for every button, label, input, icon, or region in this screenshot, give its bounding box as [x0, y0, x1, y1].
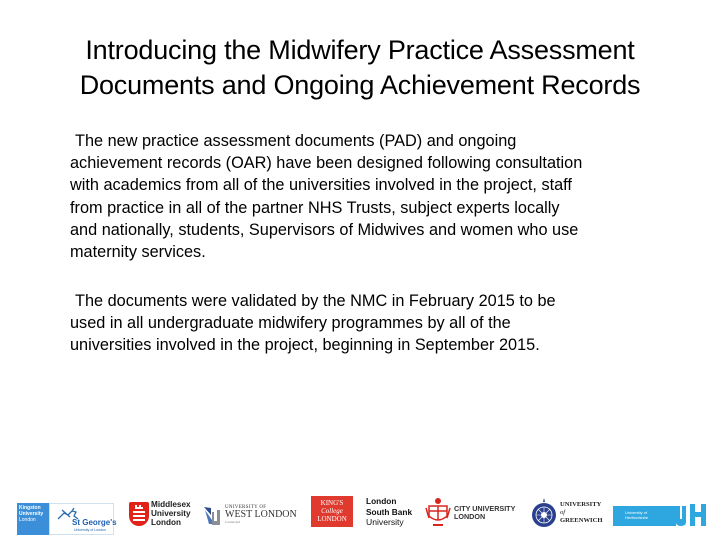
- paragraph-consultation: [70, 130, 670, 263]
- paragraph-validation: [70, 290, 670, 357]
- uwl-mark-icon: [203, 506, 223, 526]
- logo-text: LONDON: [454, 512, 486, 522]
- logo-text: University: [19, 511, 44, 517]
- text-line: and nationally, students, Supervisors of Midwives and women who use: [70, 220, 579, 239]
- logo-text: CITY UNIVERSITY: [454, 504, 516, 513]
- text-line: The new practice assessment documents (PAD) and ongoing: [75, 132, 517, 150]
- partner-logo-strip: [0, 488, 720, 536]
- text-line: used in all undergraduate midwifery programmes by all of the: [70, 314, 511, 333]
- text-line: with academics from all of the universities involved in the project, staff: [70, 176, 572, 195]
- logo-text: Hertfordshire: [625, 515, 649, 520]
- logo-text: College: [321, 507, 343, 515]
- title-line: Documents and Ongoing Achievement Records: [79, 70, 641, 100]
- logo-text: St George's: [72, 518, 117, 527]
- logo-text: London: [151, 517, 182, 527]
- logo-text: University: [151, 508, 191, 518]
- logo-text: GREENWICH: [560, 517, 603, 524]
- uh-letter-h-icon: [690, 500, 706, 526]
- logo-text: of: [560, 509, 566, 516]
- middlesex-shield-icon: [129, 502, 149, 526]
- text-line: from practice in all of the partner NHS Trusts, subject experts locally: [70, 198, 560, 217]
- logo-text: Middlesex: [151, 500, 191, 509]
- london-south-bank-university-logo: [366, 496, 412, 528]
- university-of-greenwich-logo: [560, 501, 603, 525]
- text-line: achievement records (OAR) have been designed following consultation: [70, 154, 583, 173]
- logo-text: South Bank: [366, 506, 413, 517]
- kings-college-london-logo: [311, 496, 353, 527]
- university-of-west-london-logo: [225, 505, 297, 524]
- logo-text: London: [366, 496, 397, 506]
- logo-text: KING'S: [320, 499, 344, 507]
- city-university-london-logo: [454, 505, 515, 522]
- logo-text: UNIVERSITY: [560, 501, 602, 508]
- uh-letter-u-icon: [676, 500, 686, 526]
- slide-title: [0, 33, 720, 103]
- logo-text: University: [366, 517, 404, 527]
- logo-text: Connected: [225, 520, 240, 524]
- logo-text: University of London: [74, 528, 106, 532]
- text-line: maternity services.: [70, 243, 206, 262]
- text-line: The documents were validated by the NMC in February 2015 to be: [75, 292, 556, 310]
- logo-text: LONDON: [317, 515, 347, 523]
- university-of-hertfordshire-logo: [613, 506, 676, 526]
- logo-text: London: [19, 517, 36, 523]
- city-university-crest-icon: [425, 496, 451, 528]
- logo-text: Kingston: [19, 505, 41, 511]
- middlesex-university-logo: [151, 501, 191, 527]
- title-line: Introducing the Midwifery Practice Assessment: [85, 35, 635, 65]
- logo-text: UNIVERSITY OF: [225, 505, 267, 510]
- st-georges-logo: [49, 503, 117, 535]
- greenwich-seal-icon: [530, 498, 558, 528]
- logo-text: WEST LONDON: [225, 509, 297, 520]
- kingston-university-logo: [17, 503, 49, 535]
- logo-text: University of: [625, 510, 648, 515]
- text-line: universities involved in the project, beginning in September 2015.: [70, 336, 540, 355]
